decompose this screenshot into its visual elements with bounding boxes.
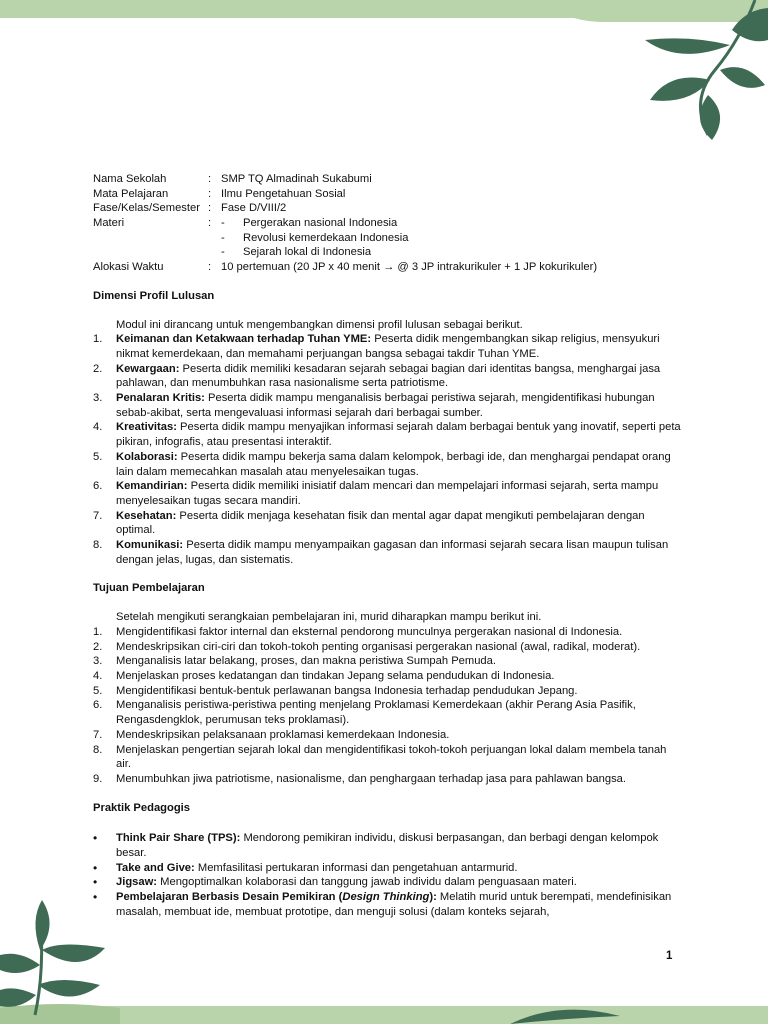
item-term: Kolaborasi: <box>116 450 178 463</box>
item-number: 6. <box>93 480 103 493</box>
item-text: Menganalisis latar belakang, proses, dan makna peristiwa Sumpah Pemuda. <box>116 655 496 668</box>
list-item <box>93 640 683 655</box>
meta-colon: : <box>208 202 212 215</box>
item-text: Mengidentifikasi bentuk-bentuk perlawanan bangsa Indonesia terhadap pendudukan Jepang. <box>116 684 578 697</box>
item-desc: Peserta didik mampu menganalisis berbagai peristiwa sejarah, mengidentifikasi hubungan sebab-akibat, serta mengevaluasi informasi sejarah dari berbagai sumber. <box>116 392 655 419</box>
item-number: 4. <box>93 669 103 682</box>
bullet: • <box>93 860 98 875</box>
item-text: Mengidentifikasi faktor internal dan eksternal pendorong munculnya pergerakan nasional di Indonesia. <box>116 625 623 638</box>
materi-sub-item <box>93 245 683 260</box>
item-term: Think Pair Share (TPS): <box>116 832 241 845</box>
item-desc: Peserta didik mampu bekerja sama dalam kelompok, berbagi ide, dan menghargai pendapat orang lain dalam memecahkan masalah atau menyelesaikan tugas. <box>116 450 671 478</box>
item-text: Menjelaskan proses kedatangan dan tindakan Jepang selama pendudukan di Indonesia. <box>116 669 555 682</box>
item-term: Kewargaan: <box>116 362 180 375</box>
meta-row-materi <box>93 216 683 231</box>
list-item <box>93 332 683 361</box>
meta-label: Nama Sekolah <box>93 173 167 185</box>
list-item <box>93 450 683 479</box>
list-item <box>93 669 683 684</box>
list-item <box>93 362 683 391</box>
list-item <box>93 391 683 420</box>
list-item <box>93 890 683 919</box>
bullet: • <box>93 890 98 905</box>
meta-value: Ilmu Pengetahuan Sosial <box>221 187 346 200</box>
meta-colon: : <box>208 173 212 185</box>
section-title-dimensi: Dimensi Profil Lulusan <box>93 289 215 302</box>
item-number: 3. <box>93 392 103 405</box>
list-item <box>93 743 683 772</box>
leaf-bottom-right-icon <box>510 1004 630 1024</box>
item-desc: Peserta didik mampu menyajikan informasi sejarah dalam berbagai bentuk yang inovatif, seperti peta pikiran, infografis, atau presentasi interaktif. <box>116 421 681 449</box>
section-intro-dimensi: Modul ini dirancang untuk mengembangkan dimensi profil lulusan sebagai berikut. <box>116 318 523 331</box>
document-content <box>93 172 683 920</box>
meta-row-school <box>93 172 683 187</box>
item-term: Kreativitas: <box>116 421 177 434</box>
bullet: • <box>93 831 98 846</box>
section-title-praktik: Praktik Pedagogis <box>93 801 190 814</box>
item-number: 7. <box>93 728 103 741</box>
meta-value: SMP TQ Almadinah Sukabumi <box>221 173 372 185</box>
meta-label: Alokasi Waktu <box>93 261 164 274</box>
item-desc: Peserta didik memiliki inisiatif dalam mencari dan mempelajari informasi sejarah, serta mampu menyelesaikan tugas secara mandiri. <box>116 480 659 507</box>
list-item <box>93 420 683 449</box>
module-identity <box>93 172 683 275</box>
item-desc: Memfasilitasi pertukaran informasi dan pengetahuan antarmurid. <box>194 861 518 874</box>
tujuan-list <box>93 625 683 787</box>
item-term: Take and Give: <box>116 861 195 874</box>
item-number: 2. <box>93 640 103 653</box>
item-number: 9. <box>93 772 103 785</box>
item-number: 5. <box>93 684 103 697</box>
list-item <box>93 625 683 640</box>
list-item <box>93 509 683 538</box>
list-item <box>93 772 683 787</box>
list-item <box>93 698 683 727</box>
meta-label: Mata Pelajaran <box>93 187 169 200</box>
item-number: 8. <box>93 743 103 756</box>
materi-sub-text: Sejarah lokal di Indonesia <box>243 246 372 259</box>
item-term: Keimanan dan Ketakwaan terhadap Tuhan YME: <box>116 333 372 346</box>
item-number: 8. <box>93 539 103 552</box>
list-item <box>93 875 683 890</box>
section-intro-tujuan: Setelah mengikuti serangkaian pembelajaran ini, murid diharapkan mampu berikut ini. <box>116 611 542 624</box>
praktik-list <box>93 831 683 919</box>
bullet: • <box>93 875 98 890</box>
dimensi-list <box>93 332 683 567</box>
item-text: Menjelaskan pengertian sejarah lokal dan mengidentifikasi tokoh-tokoh perjuangan lokal dalam membela tanah air. <box>116 743 667 771</box>
meta-row-allocation <box>93 260 683 275</box>
item-text: Menganalisis peristiwa-peristiwa penting menjelang Proklamasi Kemerdekaan (akhir Perang Asia Pasifik, Rengasdengklok, perumusan teks proklamasi). <box>116 699 636 727</box>
item-desc: Peserta didik mampu menyampaikan gagasan dan informasi sejarah secara lisan maupun tulisan dengan jelas, lugas, dan sistematis. <box>116 539 669 566</box>
materi-sub-item <box>93 231 683 246</box>
item-term: Jigsaw: <box>116 876 158 889</box>
meta-label: Materi <box>93 217 125 230</box>
item-number: 2. <box>93 362 103 375</box>
item-term: Kesehatan: <box>116 509 177 522</box>
list-item <box>93 538 683 567</box>
item-desc: Peserta didik memiliki kesadaran sejarah sebagai bagian dari identitas bangsa, menghargai jasa pahlawan, dan menumbuhkan rasa nasionalisme serta patriotisme. <box>116 362 661 390</box>
meta-row-phase <box>93 201 683 216</box>
meta-colon: : <box>208 261 212 274</box>
meta-colon: : <box>208 187 212 200</box>
meta-value: 10 pertemuan (20 JP x 40 menit → @ 3 JP intrakurikuler + 1 JP kokurikuler) <box>221 261 598 274</box>
materi-sub-text: Revolusi kemerdekaan Indonesia <box>243 231 409 244</box>
item-number: 7. <box>93 509 103 522</box>
item-term: Komunikasi: <box>116 539 184 552</box>
item-number: 1. <box>93 625 103 638</box>
list-item <box>93 654 683 669</box>
item-number: 4. <box>93 421 103 434</box>
item-term-emphasis: Design Thinking <box>342 891 430 904</box>
meta-row-subject <box>93 187 683 202</box>
meta-value-dash: - <box>221 217 225 230</box>
list-item <box>93 479 683 508</box>
meta-value: Fase D/VIII/2 <box>221 202 287 215</box>
item-number: 3. <box>93 655 103 668</box>
item-number: 6. <box>93 699 103 712</box>
meta-colon: : <box>208 217 212 230</box>
meta-label: Fase/Kelas/Semester <box>93 202 200 215</box>
list-item <box>93 861 683 876</box>
item-term: Penalaran Kritis: <box>116 392 205 405</box>
list-item <box>93 831 683 860</box>
section-title-tujuan: Tujuan Pembelajaran <box>93 582 205 595</box>
item-desc: Peserta didik menjaga kesehatan fisik dan mental agar dapat mengikuti pembelajaran dengan optimal. <box>116 509 645 537</box>
item-text: Mendeskripsikan pelaksanaan proklamasi kemerdekaan Indonesia. <box>116 728 450 741</box>
item-text: Mendeskripsikan ciri-ciri dan tokoh-tokoh penting organisasi pergerakan nasional (awal, radikal, moderat). <box>116 640 641 653</box>
item-desc: Melatih murid untuk berempati, mendefinisikan masalah, membuat ide, membuat prototipe, dan menguji solusi (dalam konteks sejarah, <box>116 891 672 918</box>
item-desc: Peserta didik mengembangkan sikap religius, mensyukuri nikmat kemerdekaan, dan memahami perjuangan bangsa sebagai takdir Tuhan YME. <box>116 333 660 360</box>
leaf-branch-top-right-icon <box>540 0 768 150</box>
item-desc: Mengoptimalkan kolaborasi dan tanggung jawab individu dalam penguasaan materi. <box>157 876 577 889</box>
item-number: 5. <box>93 450 103 463</box>
item-term-b: ): <box>429 891 437 904</box>
materi-sub-dash: - <box>221 246 225 259</box>
materi-sub-dash: - <box>221 231 225 244</box>
item-desc: Mendorong pemikiran individu, diskusi berpasangan, dan berbagi dengan kelompok besar. <box>116 832 659 860</box>
meta-value: Pergerakan nasional Indonesia <box>243 217 398 230</box>
item-term-a: Pembelajaran Berbasis Desain Pemikiran ( <box>116 891 343 904</box>
item-number: 1. <box>93 333 103 346</box>
list-item <box>93 728 683 743</box>
item-text: Menumbuhkan jiwa patriotisme, nasionalisme, dan penghargaan terhadap jasa para pahlawan bangsa. <box>116 772 626 785</box>
page-number: 1 <box>666 950 673 962</box>
list-item <box>93 684 683 699</box>
item-term: Kemandirian: <box>116 480 188 493</box>
